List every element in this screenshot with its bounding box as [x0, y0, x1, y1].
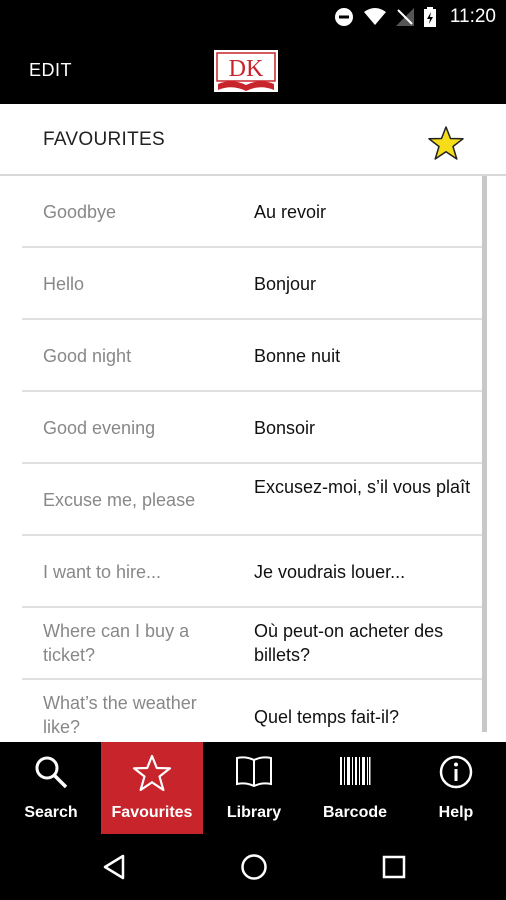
list-item[interactable] — [22, 536, 484, 608]
scrollbar[interactable] — [482, 176, 487, 732]
french-phrase: Bonsoir — [254, 418, 316, 438]
bottom-nav — [0, 742, 506, 834]
list-item[interactable] — [22, 320, 484, 392]
nav-label: Barcode — [322, 804, 388, 821]
favourites-header — [0, 104, 506, 176]
list-item[interactable] — [22, 248, 484, 320]
list-item[interactable] — [22, 464, 484, 536]
english-phrase: Hello — [43, 274, 85, 294]
status-bar — [0, 0, 506, 36]
info-icon — [438, 754, 474, 790]
nav-label: Favourites — [111, 804, 193, 821]
english-phrase: Where can I buy a ticket? — [43, 621, 190, 665]
english-phrase: Excuse me, please — [43, 490, 196, 510]
do-not-disturb-icon — [334, 7, 354, 27]
book-icon — [234, 754, 274, 790]
french-phrase: Au revoir — [254, 202, 327, 222]
edit-button[interactable]: EDIT — [29, 60, 73, 80]
wifi-icon — [364, 8, 386, 26]
star-icon — [132, 754, 172, 792]
phrase-list — [0, 176, 506, 742]
english-phrase: Good night — [43, 346, 132, 366]
english-phrase: What’s the weather like? — [43, 693, 197, 737]
english-phrase: I want to hire... — [43, 562, 162, 582]
list-item[interactable] — [22, 392, 484, 464]
french-phrase: Je voudrais louer... — [254, 562, 406, 582]
nav-label: Help — [438, 804, 474, 821]
back-icon[interactable] — [102, 854, 126, 880]
battery-icon — [424, 7, 436, 27]
signal-icon — [396, 8, 414, 26]
english-phrase: Good evening — [43, 418, 156, 438]
list-item[interactable] — [22, 176, 484, 248]
english-phrase: Goodbye — [43, 202, 117, 222]
nav-favourites[interactable] — [101, 742, 203, 834]
nav-help[interactable] — [405, 742, 506, 834]
app-bar — [0, 36, 506, 104]
svg-text:DK: DK — [228, 56, 264, 82]
french-phrase: Excusez-moi, s’il vous plaît — [254, 477, 471, 497]
french-phrase: Bonjour — [254, 274, 317, 294]
system-nav-bar — [0, 834, 506, 900]
recents-icon[interactable] — [382, 855, 406, 879]
dk-logo — [214, 50, 278, 92]
french-phrase: Bonne nuit — [254, 346, 341, 366]
nav-search[interactable] — [0, 742, 102, 834]
list-item[interactable] — [22, 608, 484, 680]
search-icon — [33, 754, 69, 790]
nav-barcode[interactable] — [304, 742, 406, 834]
status-time: 11:20 — [449, 6, 496, 27]
nav-library[interactable] — [203, 742, 305, 834]
list-item[interactable] — [22, 680, 484, 742]
page-title: FAVOURITES — [43, 129, 165, 150]
barcode-icon — [338, 754, 372, 788]
star-icon[interactable] — [427, 125, 465, 161]
nav-label: Search — [24, 804, 78, 821]
nav-label: Library — [226, 804, 282, 821]
french-phrase: Quel temps fait-il? — [254, 707, 400, 727]
home-icon[interactable] — [240, 853, 268, 881]
status-icons — [334, 6, 496, 28]
french-phrase: Où peut-on acheter des billets? — [254, 621, 444, 665]
